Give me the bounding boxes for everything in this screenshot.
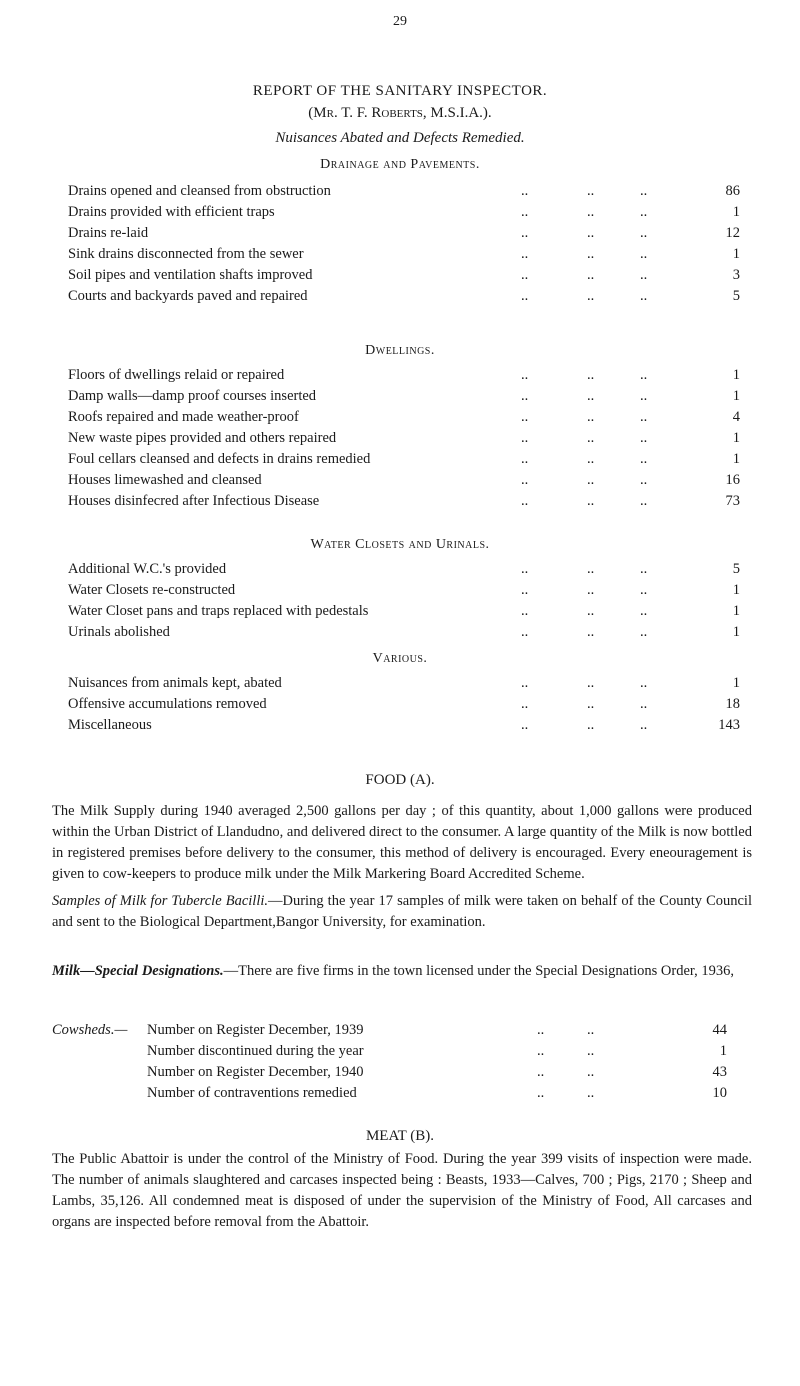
inspector-prefix: Mr. T. F. xyxy=(313,105,372,121)
row-value: 12 xyxy=(725,225,740,241)
row-label: Houses limewashed and cleansed xyxy=(68,472,262,488)
leader-dots: .. xyxy=(521,603,529,619)
table-row xyxy=(68,624,740,644)
cowshed-row xyxy=(52,1085,752,1105)
table-row xyxy=(68,267,740,287)
leader-dots: .. xyxy=(587,267,595,283)
row-label: New waste pipes provided and others repaired xyxy=(68,430,337,446)
row-value: 5 xyxy=(732,561,740,577)
samples-title: Samples of Milk for Tubercle Bacilli. xyxy=(52,893,268,909)
leader-dots: .. xyxy=(640,246,648,262)
section-heading: Water Closets and Urinals. xyxy=(310,537,490,552)
cowshed-row-value: 1 xyxy=(719,1043,727,1059)
row-value: 3 xyxy=(732,267,740,283)
table-row xyxy=(68,696,740,716)
nuisances-subheading: Nuisances Abated and Defects Remedied. xyxy=(275,130,525,146)
food-a-heading: FOOD (A). xyxy=(365,772,435,788)
leader-dots: .. xyxy=(587,1085,595,1101)
table-row xyxy=(68,582,740,602)
row-label: Offensive accumulations removed xyxy=(68,696,267,712)
leader-dots: .. xyxy=(640,388,648,404)
row-label: Houses disinfecred after Infectious Disease xyxy=(68,493,320,509)
cowsheds-label: Cowsheds.— xyxy=(52,1022,128,1038)
table-row xyxy=(68,246,740,266)
leader-dots: .. xyxy=(587,1043,595,1059)
cowshed-row-value: 10 xyxy=(712,1085,727,1101)
row-label: Drains opened and cleansed from obstruction xyxy=(68,183,331,199)
inspector-open: ( xyxy=(308,105,314,121)
leader-dots: .. xyxy=(521,717,529,733)
table-row xyxy=(68,367,740,387)
leader-dots: .. xyxy=(521,367,529,383)
leader-dots: .. xyxy=(587,367,595,383)
section-heading: Drainage and Pavements. xyxy=(320,157,480,172)
leader-dots: .. xyxy=(521,409,529,425)
row-value: 1 xyxy=(732,246,740,262)
row-label: Soil pipes and ventilation shafts improved xyxy=(68,267,313,283)
table-row xyxy=(68,451,740,471)
cowshed-row-label: Number of contraventions remedied xyxy=(147,1085,357,1101)
meat-b-heading: MEAT (B). xyxy=(365,1128,435,1144)
leader-dots: .. xyxy=(587,624,595,640)
leader-dots: .. xyxy=(587,183,595,199)
row-label: Sink drains disconnected from the sewer xyxy=(68,246,304,262)
leader-dots: .. xyxy=(587,451,595,467)
inspector-quals: , M.S.I.A.). xyxy=(422,105,492,121)
leader-dots: .. xyxy=(587,246,595,262)
leader-dots: .. xyxy=(521,561,529,577)
special-designations-paragraph xyxy=(52,961,752,982)
table-row xyxy=(68,717,740,737)
row-label: Drains provided with efficient traps xyxy=(68,204,275,220)
row-value: 18 xyxy=(725,696,740,712)
cowshed-row-label: Number on Register December, 1940 xyxy=(147,1064,364,1080)
leader-dots: .. xyxy=(640,696,648,712)
row-value: 4 xyxy=(732,409,740,425)
row-value: 1 xyxy=(732,582,740,598)
leader-dots: .. xyxy=(640,288,648,304)
leader-dots: .. xyxy=(521,582,529,598)
leader-dots: .. xyxy=(587,1022,595,1038)
row-value: 5 xyxy=(732,288,740,304)
special-text: —There are five firms in the town licensed under the Special Designations Order, 1936, xyxy=(223,963,734,979)
leader-dots: .. xyxy=(640,204,648,220)
section-heading: Dwellings. xyxy=(365,343,435,358)
row-value: 1 xyxy=(732,603,740,619)
leader-dots: .. xyxy=(521,246,529,262)
leader-dots: .. xyxy=(587,561,595,577)
leader-dots: .. xyxy=(587,288,595,304)
leader-dots: .. xyxy=(640,451,648,467)
leader-dots: .. xyxy=(587,717,595,733)
row-label: Additional W.C.'s provided xyxy=(68,561,227,577)
table-row xyxy=(68,204,740,224)
leader-dots: .. xyxy=(521,225,529,241)
row-value: 1 xyxy=(732,388,740,404)
special-title: Milk—Special Designations. xyxy=(52,963,224,979)
report-title: REPORT OF THE SANITARY INSPECTOR. xyxy=(252,83,548,99)
leader-dots: .. xyxy=(521,451,529,467)
leader-dots: .. xyxy=(521,204,529,220)
row-value: 1 xyxy=(732,624,740,640)
cowshed-row xyxy=(52,1043,752,1063)
leader-dots: .. xyxy=(587,225,595,241)
row-label: Drains re-laid xyxy=(68,225,149,241)
leader-dots: .. xyxy=(587,582,595,598)
table-row xyxy=(68,430,740,450)
leader-dots: .. xyxy=(640,493,648,509)
table-row xyxy=(68,493,740,513)
section-heading: Various. xyxy=(372,651,428,666)
table-row xyxy=(68,409,740,429)
cowshed-row-value: 44 xyxy=(712,1022,727,1038)
cowshed-row xyxy=(52,1022,752,1042)
row-label: Urinals abolished xyxy=(68,624,170,640)
leader-dots: .. xyxy=(640,367,648,383)
leader-dots: .. xyxy=(521,183,529,199)
leader-dots: .. xyxy=(640,430,648,446)
leader-dots: .. xyxy=(521,675,529,691)
cowshed-row xyxy=(52,1064,752,1084)
row-label: Courts and backyards paved and repaired xyxy=(68,288,308,304)
leader-dots: .. xyxy=(587,472,595,488)
row-label: Miscellaneous xyxy=(68,717,152,733)
table-row xyxy=(68,288,740,308)
row-label: Nuisances from animals kept, abated xyxy=(68,675,282,691)
leader-dots: .. xyxy=(640,267,648,283)
row-label: Roofs repaired and made weather-proof xyxy=(68,409,299,425)
leader-dots: .. xyxy=(537,1085,545,1101)
samples-paragraph xyxy=(52,891,752,933)
leader-dots: .. xyxy=(521,624,529,640)
leader-dots: .. xyxy=(521,267,529,283)
milk-supply-paragraph: The Milk Supply during 1940 averaged 2,500 gallons per day ; of this quantity, about 1,000 gallons were produced within the Urban District of Llandudno, and delivered direct to the consumer. A large quantity of the Milk is now bottled in registered premises before delivery to the consumer, this method of delivery is encouraged. Every eneouragement is given to cow-keepers to produce milk under the Milk Markering Board Accredited Scheme. xyxy=(52,803,752,882)
leader-dots: .. xyxy=(587,1064,595,1080)
page-number: 29 xyxy=(393,14,407,29)
leader-dots: .. xyxy=(640,717,648,733)
table-row xyxy=(68,561,740,581)
row-value: 1 xyxy=(732,204,740,220)
meat-paragraph: The Public Abattoir is under the control of the Ministry of Food. During the year 399 visits of inspection were made. The number of animals slaughtered and carcases inspected being : Beasts, 1933—Calves, 700 ; Pigs, 2170 ; Sheep and Lambs, 35,126. All condemned meat is disposed of under the supervision of the Ministry of Food, All carcases and organs are inspected before removal from the Abattoir. xyxy=(52,1151,752,1230)
leader-dots: .. xyxy=(521,493,529,509)
row-label: Water Closet pans and traps replaced with pedestals xyxy=(68,603,369,619)
leader-dots: .. xyxy=(521,696,529,712)
leader-dots: .. xyxy=(537,1022,545,1038)
leader-dots: .. xyxy=(640,582,648,598)
row-label: Water Closets re-constructed xyxy=(68,582,236,598)
table-row xyxy=(68,472,740,492)
leader-dots: .. xyxy=(537,1064,545,1080)
leader-dots: .. xyxy=(587,430,595,446)
leader-dots: .. xyxy=(640,225,648,241)
row-value: 1 xyxy=(732,675,740,691)
row-label: Damp walls—damp proof courses inserted xyxy=(68,388,317,404)
leader-dots: .. xyxy=(640,624,648,640)
leader-dots: .. xyxy=(640,409,648,425)
leader-dots: .. xyxy=(537,1043,545,1059)
leader-dots: .. xyxy=(521,288,529,304)
leader-dots: .. xyxy=(587,409,595,425)
row-value: 1 xyxy=(732,451,740,467)
samples-text: —During the year 17 samples of milk were taken on behalf of the County Council and sent to the Biological Department,Bangor University, for examination. xyxy=(52,893,752,930)
cowshed-row-value: 43 xyxy=(712,1064,727,1080)
table-row xyxy=(68,183,740,203)
leader-dots: .. xyxy=(587,388,595,404)
leader-dots: .. xyxy=(640,561,648,577)
table-row xyxy=(68,675,740,695)
leader-dots: .. xyxy=(521,388,529,404)
leader-dots: .. xyxy=(587,603,595,619)
cowshed-row-label: Number on Register December, 1939 xyxy=(147,1022,364,1038)
leader-dots: .. xyxy=(521,430,529,446)
table-row xyxy=(68,225,740,245)
row-value: 1 xyxy=(732,367,740,383)
leader-dots: .. xyxy=(587,493,595,509)
row-value: 16 xyxy=(725,472,740,488)
inspector-name: Roberts xyxy=(371,105,423,121)
leader-dots: .. xyxy=(587,204,595,220)
leader-dots: .. xyxy=(587,675,595,691)
cowshed-row-label: Number discontinued during the year xyxy=(147,1043,364,1059)
row-value: 73 xyxy=(725,493,740,509)
leader-dots: .. xyxy=(640,675,648,691)
inspector-line xyxy=(0,105,800,122)
row-label: Floors of dwellings relaid or repaired xyxy=(68,367,285,383)
leader-dots: .. xyxy=(521,472,529,488)
row-label: Foul cellars cleansed and defects in drains remedied xyxy=(68,451,371,467)
table-row xyxy=(68,603,740,623)
row-value: 1 xyxy=(732,430,740,446)
leader-dots: .. xyxy=(587,696,595,712)
table-row xyxy=(68,388,740,408)
row-value: 86 xyxy=(725,183,740,199)
leader-dots: .. xyxy=(640,183,648,199)
row-value: 143 xyxy=(718,717,740,733)
leader-dots: .. xyxy=(640,603,648,619)
leader-dots: .. xyxy=(640,472,648,488)
